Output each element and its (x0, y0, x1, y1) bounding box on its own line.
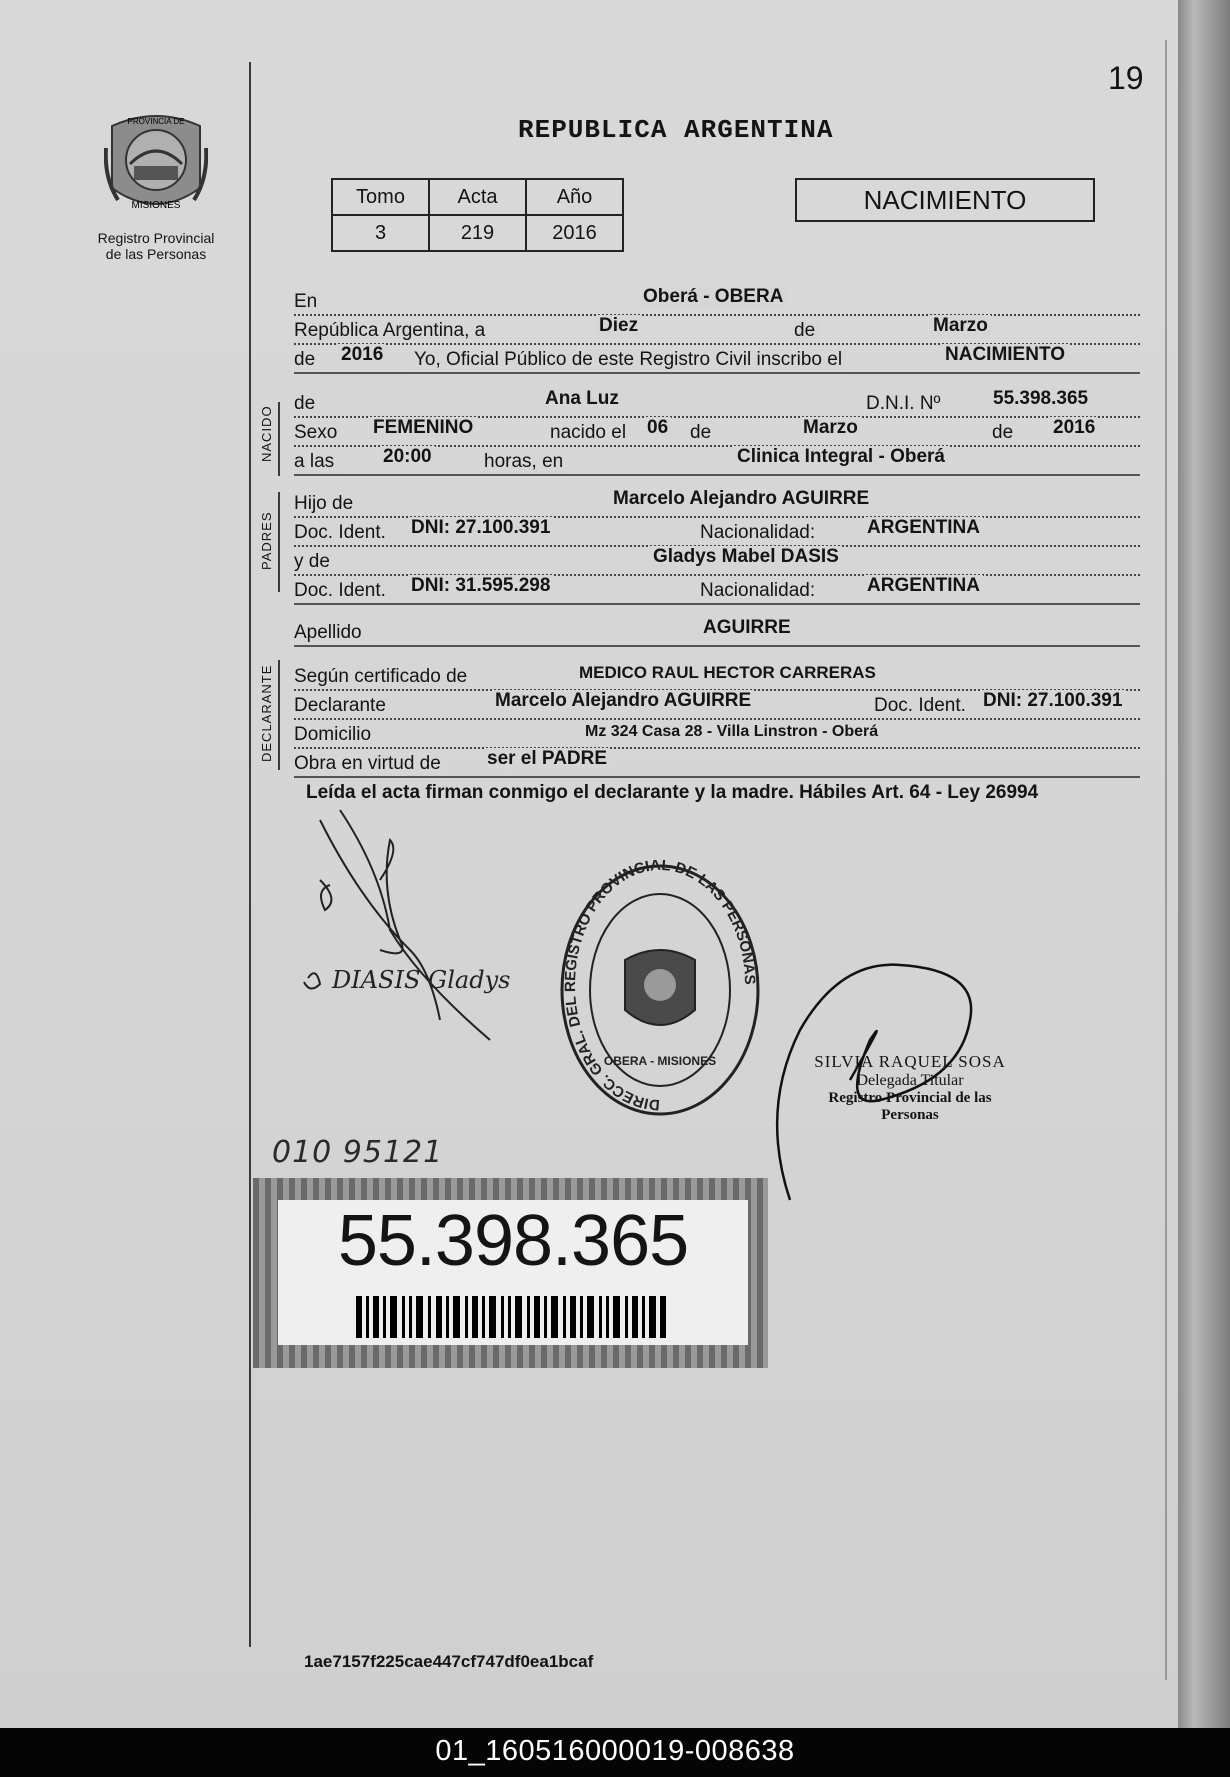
value-act-name: NACIMIENTO (942, 344, 1068, 366)
value-year: 2016 (338, 344, 386, 366)
official-name: SILVIA RAQUEL SOSA (814, 1052, 1006, 1071)
label-address: Domicilio (294, 724, 375, 746)
value-declarant: Marcelo Alejandro AGUIRRE (492, 690, 754, 712)
label-child-of: Hijo de (294, 493, 357, 515)
label-hours: horas, en (484, 451, 567, 473)
label-father-doc: Doc. Ident. (294, 522, 390, 544)
logo-bottom-text: MISIONES (131, 200, 181, 211)
label-born-on: nacido el (550, 422, 630, 444)
label-republic: República Argentina, a (294, 320, 489, 342)
label-and-of: y de (294, 551, 334, 573)
value-declarant-doc: DNI: 27.100.391 (980, 690, 1125, 712)
row-sex (294, 417, 1140, 447)
label-declarant: Declarante (294, 695, 390, 717)
value-mother: Gladys Mabel DASIS (650, 546, 842, 568)
stamp-inner-text: OBERA - MISIONES (603, 1054, 717, 1068)
row-acts-by (294, 748, 1140, 778)
row-declarant (294, 690, 1140, 720)
row-date (294, 315, 1140, 345)
footer-file-id: 01_160516000019-008638 (435, 1735, 795, 1767)
handwritten-number: 010 95121 (272, 1135, 444, 1170)
record-header-tomo: Tomo (332, 179, 429, 215)
page-number: 19 (1108, 60, 1144, 96)
label-at: a las (294, 451, 338, 473)
registry-name-line1: Registro Provincial (97, 230, 215, 246)
label-acts-by: Obra en virtud de (294, 753, 445, 775)
value-mother-nationality: ARGENTINA (864, 575, 983, 597)
mother-signature: DIASIS Gladys (332, 966, 511, 994)
value-birth-month: Marzo (800, 417, 861, 439)
label-surname: Apellido (294, 622, 366, 644)
dni-label-number: 55.398.365 (337, 1201, 689, 1281)
registry-name (86, 230, 226, 262)
row-mother (294, 546, 1140, 576)
row-surname (294, 617, 1140, 647)
dni-label-sticker (253, 1178, 768, 1368)
section-divider (278, 402, 280, 476)
record-header-acta: Acta (429, 179, 526, 215)
row-statement (294, 344, 1140, 374)
value-father-doc: DNI: 27.100.391 (408, 517, 553, 539)
label-de-birth-year: de (992, 422, 1017, 444)
label-de-month: de (690, 422, 715, 444)
logo-top-text: PROVINCIA DE (127, 117, 185, 126)
right-margin-line (1165, 40, 1167, 1680)
row-time (294, 446, 1140, 476)
side-label-parents: PADRES (259, 511, 274, 570)
left-margin-line (249, 62, 251, 1647)
row-certificate (294, 661, 1140, 691)
dni-label-inner (278, 1200, 748, 1345)
side-label-born: NACIDO (259, 405, 274, 462)
label-dni: D.N.I. Nº (866, 393, 945, 415)
value-father-nationality: ARGENTINA (864, 517, 983, 539)
value-surname: AGUIRRE (700, 617, 794, 639)
province-shield-logo (104, 108, 208, 226)
label-mother-nationality: Nacionalidad: (700, 580, 819, 602)
value-birth-day: 06 (644, 417, 671, 439)
value-dni: 55.398.365 (990, 388, 1091, 410)
barcode (356, 1296, 666, 1338)
record-value-acta: 219 (429, 215, 526, 251)
value-sex: FEMENINO (370, 417, 476, 439)
value-birth-year: 2016 (1050, 417, 1098, 439)
record-value-ano: 2016 (526, 215, 623, 251)
section-divider (278, 660, 280, 770)
label-mother-doc: Doc. Ident. (294, 580, 390, 602)
value-address: Mz 324 Casa 28 - Villa Linstron - Oberá (582, 723, 881, 741)
label-de-year: de (294, 349, 319, 371)
value-name: Ana Luz (542, 388, 622, 410)
record-header-ano: Año (526, 179, 623, 215)
value-certificate: MEDICO RAUL HECTOR CARRERAS (576, 663, 879, 683)
label-de: de (794, 320, 819, 342)
section-divider (278, 492, 280, 592)
label-de-name: de (294, 393, 319, 415)
official-title: Delegada Titular (856, 1072, 964, 1089)
row-name (294, 388, 1140, 418)
value-month: Marzo (930, 315, 991, 337)
registry-name-line2: de las Personas (105, 246, 207, 262)
label-certificate: Según certificado de (294, 666, 471, 688)
official-signature-block (800, 1052, 1020, 1124)
side-label-declarant: DECLARANTE (259, 664, 274, 762)
value-birth-time: 20:00 (380, 446, 435, 468)
stamp-text: DIRECC. GRAL. DEL REGISTRO PROVINCIAL DE LAS PERSONAS (562, 860, 759, 1114)
row-mother-doc (294, 575, 1140, 605)
act-type-box: NACIMIENTO (795, 178, 1095, 222)
row-father (294, 488, 1140, 518)
label-father-nationality: Nacionalidad: (700, 522, 819, 544)
value-mother-doc: DNI: 31.595.298 (408, 575, 553, 597)
label-en: En (294, 291, 321, 313)
value-birth-place: Clinica Integral - Oberá (734, 446, 948, 468)
row-father-doc (294, 517, 1140, 547)
closing-text: Leída el acta firman conmigo el declarante y la madre. Hábiles Art. 64 - Ley 26994 (306, 782, 1039, 803)
label-statement: Yo, Oficial Público de este Registro Civil inscribo el (414, 349, 846, 371)
label-sex: Sexo (294, 422, 341, 444)
value-day: Diez (596, 315, 641, 337)
value-place: Oberá - OBERA (640, 286, 786, 308)
row-address (294, 719, 1140, 749)
value-acts-by: ser el PADRE (484, 748, 610, 770)
header-title: REPUBLICA ARGENTINA (518, 115, 834, 145)
official-stamp (555, 860, 765, 1120)
document-hash: 1ae7157f225cae447cf747df0ea1bcaf (304, 1652, 594, 1671)
record-table (331, 178, 624, 252)
official-office: Registro Provincial de las Personas (828, 1090, 992, 1123)
row-place (294, 286, 1140, 316)
label-declarant-doc: Doc. Ident. (874, 695, 970, 717)
record-value-tomo: 3 (332, 215, 429, 251)
scan-edge (1178, 0, 1230, 1728)
value-father: Marcelo Alejandro AGUIRRE (610, 488, 872, 510)
